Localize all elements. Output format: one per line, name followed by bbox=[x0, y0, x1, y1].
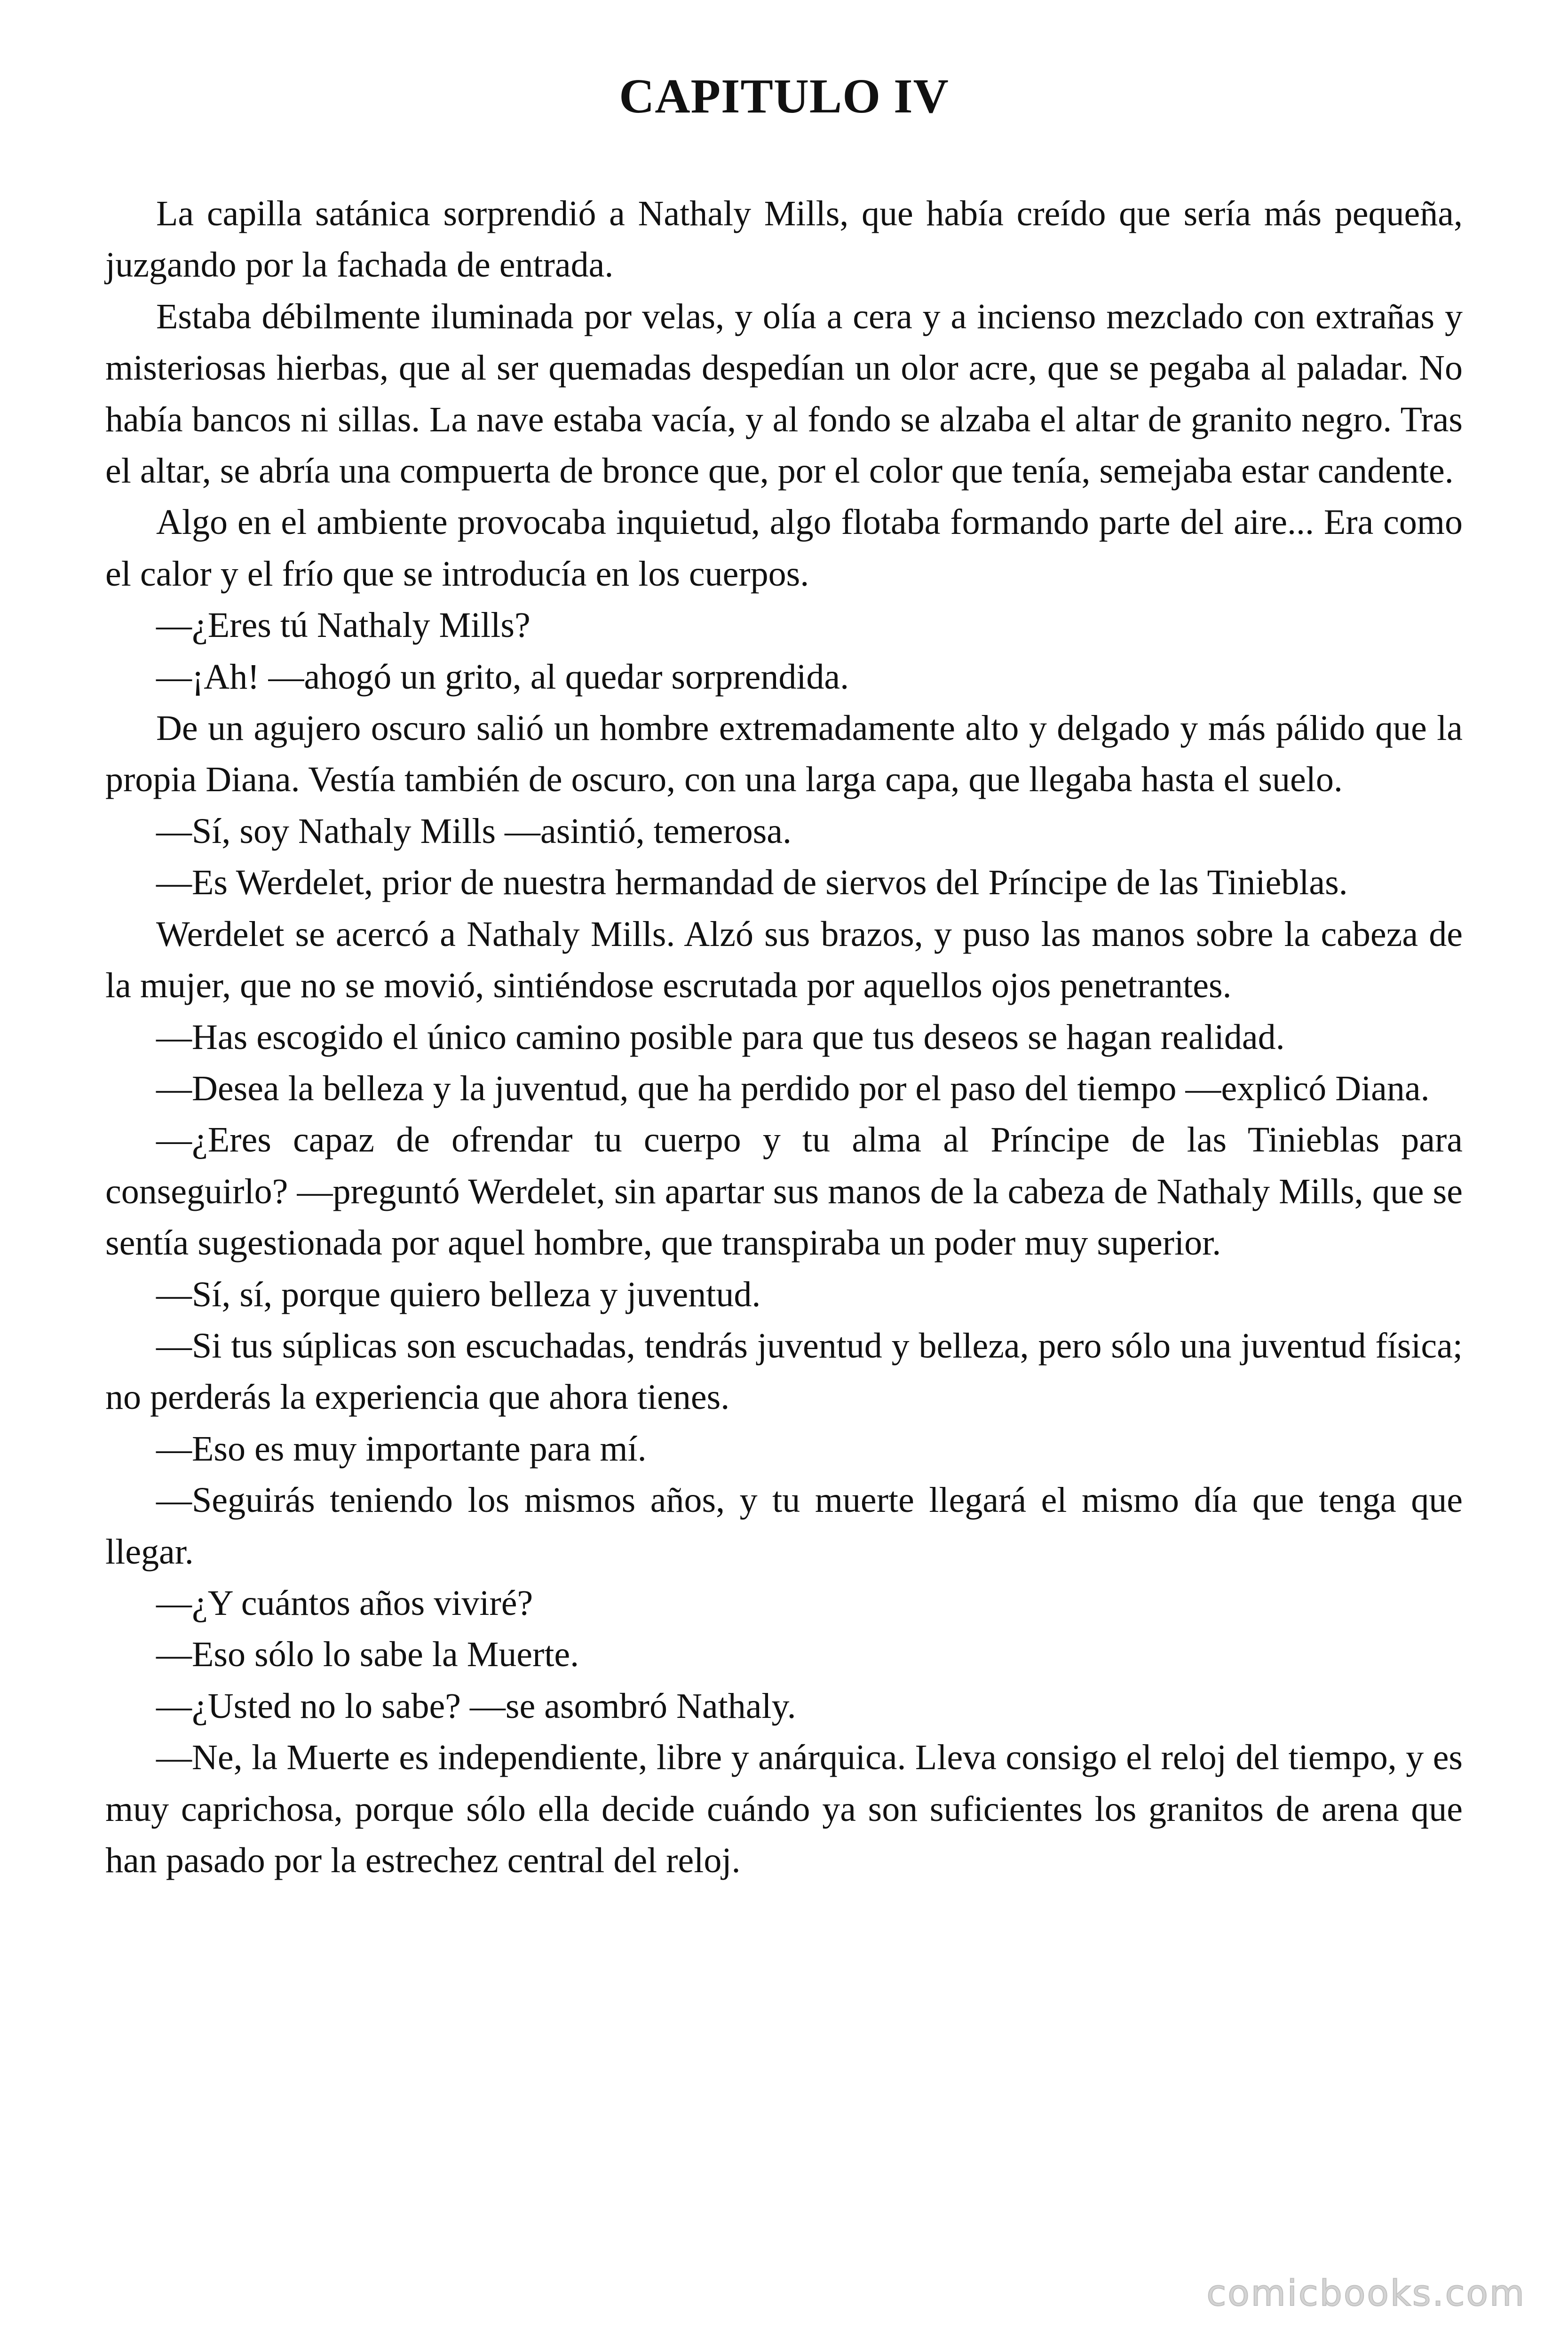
watermark-text: comicbooks.com bbox=[1206, 2272, 1526, 2314]
paragraph: Estaba débilmente iluminada por velas, y olía a cera y a incienso mezclado con extrañas y misteriosas hierbas, que al ser quemadas despedían un olor acre, que se pegaba al paladar. No había bancos ni sillas. La nave estaba vacía, y al fondo se alzaba el altar de granito negro. Tras el altar, se abría una compuerta de bronce que, por el color que tenía, semejaba estar candente. bbox=[105, 296, 1463, 491]
chapter-body bbox=[105, 188, 1463, 1886]
dialogue-line: —¡Ah! —ahogó un grito, al quedar sorprendida. bbox=[156, 657, 849, 697]
dialogue-line: —Seguirás teniendo los mismos años, y tu muerte llegará el mismo día que tenga que llegar. bbox=[105, 1480, 1463, 1572]
dialogue-line: —Eso es muy importante para mí. bbox=[156, 1429, 647, 1469]
dialogue-line: —Sí, sí, porque quiero belleza y juventud. bbox=[156, 1274, 761, 1314]
dialogue-line: —Eso sólo lo sabe la Muerte. bbox=[156, 1635, 579, 1675]
dialogue-line: —¿Usted no lo sabe? —se asombró Nathaly. bbox=[156, 1686, 796, 1726]
dialogue-line: —Sí, soy Nathaly Mills —asintió, temerosa. bbox=[156, 811, 792, 851]
dialogue-line: —Es Werdelet, prior de nuestra hermandad de siervos del Príncipe de las Tinieblas. bbox=[156, 863, 1348, 903]
dialogue-line: —¿Y cuántos años viviré? bbox=[156, 1583, 533, 1623]
paragraph: De un agujero oscuro salió un hombre extremadamente alto y delgado y más pálido que la propia Diana. Vestía también de oscuro, con una larga capa, que llegaba hasta el suelo. bbox=[105, 708, 1463, 800]
dialogue-line: —¿Eres capaz de ofrendar tu cuerpo y tu alma al Príncipe de las Tinieblas para conseguirlo? —preguntó Werdelet, sin apartar sus manos de la cabeza de Nathaly Mills, que se sentía sugestionada por aquel hombre, que transpiraba un poder muy superior. bbox=[105, 1120, 1463, 1263]
chapter-title: CAPITULO IV bbox=[619, 69, 949, 123]
paragraph: Werdelet se acercó a Nathaly Mills. Alzó sus brazos, y puso las manos sobre la cabeza de la mujer, que no se movió, sintiéndose escrutada por aquellos ojos penetrantes. bbox=[105, 914, 1463, 1006]
dialogue-line: —¿Eres tú Nathaly Mills? bbox=[156, 605, 531, 645]
dialogue-line: —Has escogido el único camino posible para que tus deseos se hagan realidad. bbox=[156, 1017, 1285, 1057]
paragraph: La capilla satánica sorprendió a Nathaly Mills, que había creído que sería más pequeña, juzgando por la fachada de entrada. bbox=[105, 194, 1463, 285]
dialogue-line: —Desea la belleza y la juventud, que ha perdido por el paso del tiempo —explicó Diana. bbox=[156, 1068, 1430, 1108]
dialogue-line: —Ne, la Muerte es independiente, libre y anárquica. Lleva consigo el reloj del tiempo, y es muy caprichosa, porque sólo ella decide cuándo ya son suficientes los granitos de arena que han pasado por la estrechez central del reloj. bbox=[105, 1738, 1463, 1880]
paragraph: Algo en el ambiente provocaba inquietud, algo flotaba formando parte del aire... Era como el calor y el frío que se introducía en los cuerpos. bbox=[105, 502, 1463, 594]
dialogue-line: —Si tus súplicas son escuchadas, tendrás juventud y belleza, pero sólo una juventud física; no perderás la experiencia que ahora tienes. bbox=[105, 1326, 1463, 1417]
